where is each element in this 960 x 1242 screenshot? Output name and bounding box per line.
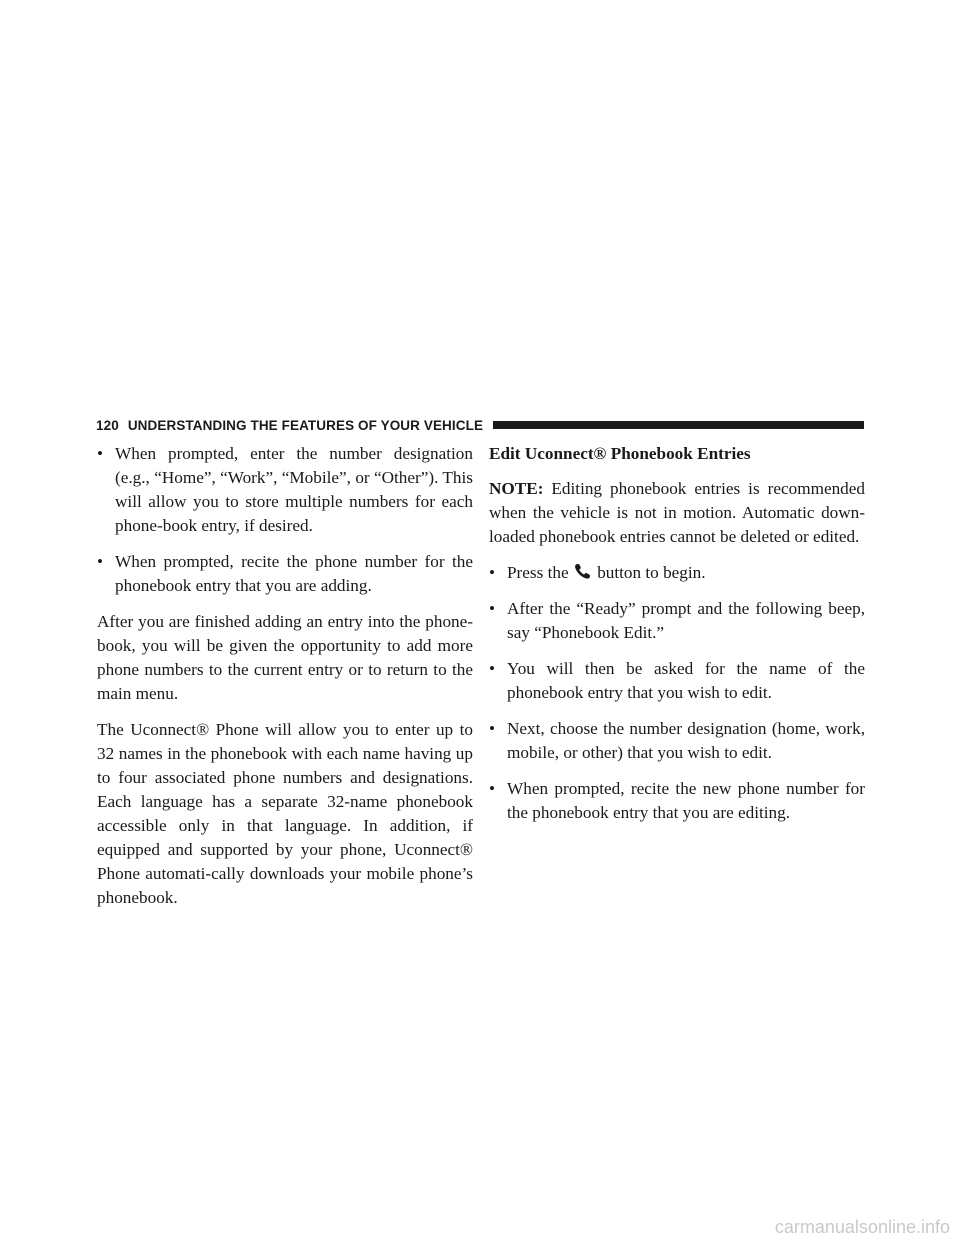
paragraph: The Uconnect® Phone will allow you to enter up to 32 names in the phonebook with each name having up to four associated phone numbers and designations. Each language has a separate 32-name phonebook accessible only in that language. In addition, if equipped and supported by your phone, Uconnect® Phone automati-cally downloads your mobile phone’s phonebook. [97,720,473,907]
page-header [96,417,864,433]
left-column [97,442,473,922]
list-item-text: When prompted, enter the number designation (e.g., “Home”, “Work”, “Mobile”, or “Other”). This will allow you to store multiple numbers for each phone-book entry, if desired. [115,444,473,535]
page-number: 120 [96,417,119,433]
list-item-text: You will then be asked for the name of the phonebook entry that you wish to edit. [507,659,865,702]
list-item-text: After the “Ready” prompt and the following beep, say “Phonebook Edit.” [507,599,865,642]
phone-icon [574,563,592,579]
list-item-text-after: button to begin. [592,563,706,582]
bullet-glyph: • [489,779,496,798]
bullet-glyph: • [97,552,104,571]
list-item [489,777,865,825]
list-item-text: When prompted, recite the phone number for the phonebook entry that you are adding. [115,552,473,595]
note-text: Editing phonebook entries is recommended when the vehicle is not in motion. Automatic down-loaded phonebook entries cannot be deleted or edited. [489,479,865,546]
list-item [489,717,865,765]
header-rule [493,421,864,429]
list-item-text: Next, choose the number designation (home, work, mobile, or other) that you wish to edit. [507,719,865,762]
bullet-glyph: • [489,563,496,582]
section-heading: Edit Uconnect® Phonebook Entries [489,444,751,463]
list-item [97,550,473,598]
list-item [489,561,865,585]
bullet-glyph: • [97,444,104,463]
note-paragraph [489,477,865,549]
note-label: NOTE: [489,479,544,498]
bullet-glyph: • [489,719,496,738]
list-item [489,657,865,705]
list-item [97,442,473,538]
watermark: carmanualsonline.info [774,1217,950,1237]
list-item-text: When prompted, recite the new phone number for the phonebook entry that you are editing. [507,779,865,822]
list-item-text-before: Press the [507,563,573,582]
right-column [489,442,865,837]
bullet-glyph: • [489,659,496,678]
list-item [489,597,865,645]
paragraph: After you are finished adding an entry into the phone-book, you will be given the opportunity to add more phone numbers to the current entry or to return to the main menu. [97,612,473,703]
bullet-glyph: • [489,599,496,618]
section-title: UNDERSTANDING THE FEATURES OF YOUR VEHICLE [127,417,484,433]
